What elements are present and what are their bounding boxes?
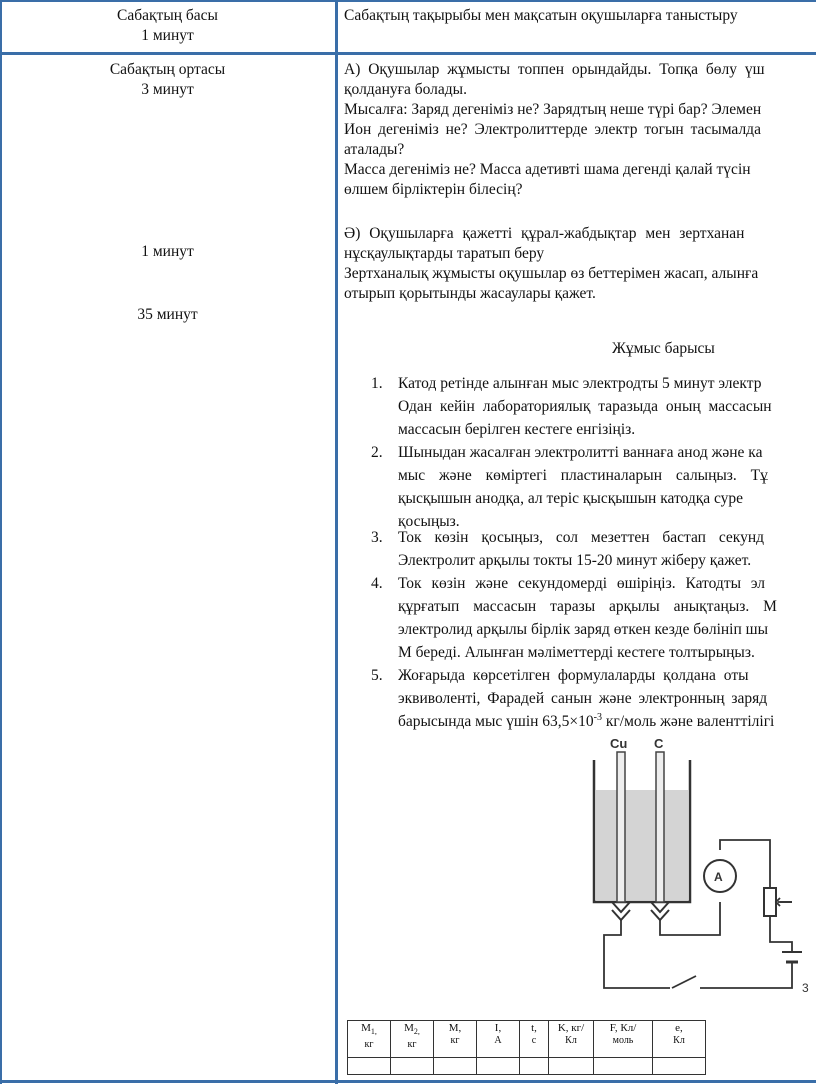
table-header-cell: $M_{1,}$ кг <box>348 1021 391 1058</box>
ammeter-label: A <box>714 870 723 884</box>
step-line: Электролит арқылы токты 15-20 минут жіберу қажет. <box>398 552 752 569</box>
step-line: Катод ретінде алынған мыс электродты 5 минут электр <box>398 375 762 392</box>
measurements-table <box>347 1020 706 1075</box>
step-line: Одан кейін лабораториялық таразыда оның массасын <box>398 398 772 415</box>
duration-label: 35 минут <box>137 306 198 323</box>
table-header-cell: M, кг <box>434 1021 477 1058</box>
c-label: C <box>654 736 664 751</box>
part-a-line: Ион дегеніміз не? Электролиттерде электр тогын тасымалда <box>344 121 761 138</box>
electrolyte-liquid <box>596 790 688 900</box>
step-number: 3. <box>371 529 383 546</box>
part-a-line: аталады? <box>344 141 405 158</box>
step-line: мыс және көміртегі пластиналарын салыңыз. Тұ <box>398 467 768 484</box>
rheostat-icon <box>764 888 776 916</box>
column-divider <box>335 0 338 1084</box>
step-line: құрғатып массасын таразы арқылы анықтаңыз. М <box>398 598 777 615</box>
c-electrode <box>656 752 664 902</box>
part-b-line: Ә) Оқушыларға қажетті құрал-жабдықтар мен зертханан <box>344 225 745 242</box>
step-number: 1. <box>371 375 383 392</box>
step-line: Шыныдан жасалған электролитті ваннаға анод және ка <box>398 444 763 461</box>
table-header-cell: I, A <box>477 1021 520 1058</box>
cu-label: Cu <box>610 736 628 751</box>
step-line: қысқышын анодқа, ал теріс қысқышын катодқа суре <box>398 490 744 507</box>
part-a-line: қолдануға болады. <box>344 81 467 98</box>
table-cell <box>520 1058 549 1075</box>
table-header-cell: K, кг/ Кл <box>549 1021 594 1058</box>
row-divider <box>0 52 816 55</box>
table-cell <box>434 1058 477 1075</box>
step-line: М береді. Алынған мәліметтерді кестеге толтырыңыз. <box>398 644 755 661</box>
stage-content: Сабақтың тақырыбы мен мақсатын оқушыларға таныстыру <box>344 7 738 24</box>
table-cell <box>477 1058 520 1075</box>
step-line: массасын берілген кестеге енгізіңіз. <box>398 421 636 438</box>
table-header-cell: $M_{2,}$ кг <box>391 1021 434 1058</box>
step-line: барысында мыс үшін $63,5\times 10^{-3}$ кг/моль және валенттілігі <box>398 711 775 730</box>
table-cell <box>549 1058 594 1075</box>
table-cell <box>391 1058 434 1075</box>
step-number: 4. <box>371 575 383 592</box>
stage-label: Сабақтың ортасы <box>109 61 226 78</box>
step-line: Ток көзін және секундомерді өшіріңіз. Катодты эл <box>398 575 765 592</box>
step-line: Жоғарыда көрсетілген формулаларды қолдана оты <box>398 667 749 684</box>
step-line: электролид арқылы бірлік заряд өткен кезде бөлініп шы <box>398 621 769 638</box>
table-header-cell: F, Кл/ моль <box>594 1021 653 1058</box>
table-left-border <box>0 0 2 1084</box>
step-line: эквиволенті, Фарадей санын және электронның заряд <box>398 690 768 707</box>
table-top-border <box>0 0 816 2</box>
duration-label: 3 минут <box>141 81 194 98</box>
part-a-line: Масса дегеніміз не? Масса адетивті шама дегенді қалай түсін <box>344 161 751 178</box>
part-b-line: отырып қорытынды жасаулары қажет. <box>344 285 596 302</box>
part-a-line: А) Оқушылар жұмысты топпен орындайды. Топқа бөлу үш <box>344 61 765 78</box>
table-bottom-border <box>0 1080 816 1083</box>
table-cell <box>653 1058 706 1075</box>
battery-icon <box>782 952 802 962</box>
diagram-number-label: 3 <box>802 981 809 995</box>
step-line: қосыңыз. <box>398 513 460 530</box>
table-cell <box>348 1058 391 1075</box>
duration-label: 1 минут <box>141 27 194 44</box>
table-header-cell: t, c <box>520 1021 549 1058</box>
step-line: Ток көзін қосыңыз, сол мезеттен бастап секунд <box>398 529 765 546</box>
clamp-icon <box>612 902 669 920</box>
duration-label: 1 минут <box>141 243 194 260</box>
work-title: Жұмыс барысы <box>612 340 715 357</box>
electrolysis-diagram <box>560 730 816 1008</box>
part-a-line: Мысалға: Заряд дегеніміз не? Зарядтың неше түрі бар? Элемен <box>344 101 762 118</box>
step-number: 5. <box>371 667 383 684</box>
stage-label: Сабақтың басы <box>117 7 218 24</box>
part-a-line: өлшем бірліктерін білесің? <box>344 181 523 198</box>
table-cell <box>594 1058 653 1075</box>
part-b-line: нұсқаулықтарды таратып беру <box>344 245 545 262</box>
step-number: 2. <box>371 444 383 461</box>
part-b-line: Зертханалық жұмысты оқушылар өз беттерімен жасап, алынға <box>344 265 759 282</box>
table-header-cell: e, Кл <box>653 1021 706 1058</box>
cu-electrode <box>617 752 625 902</box>
